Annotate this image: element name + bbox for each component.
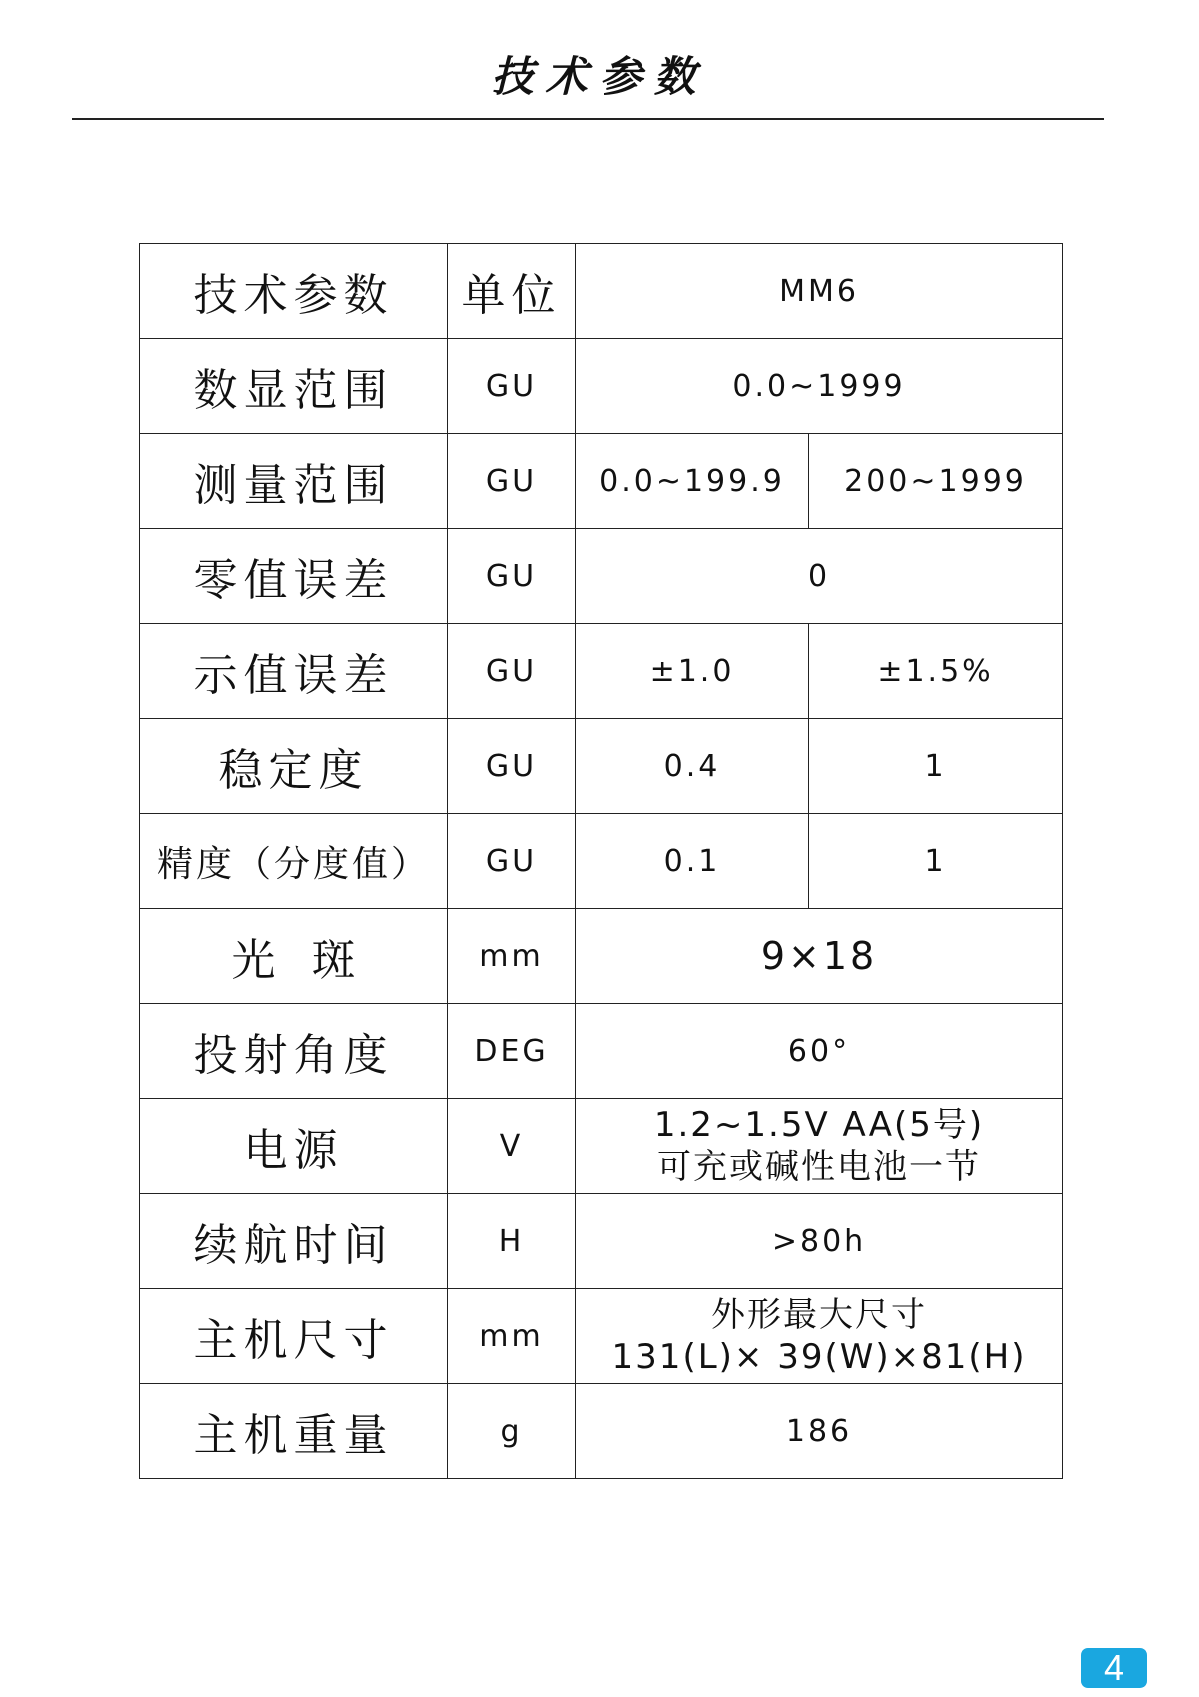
row-name: 主机尺寸: [140, 1289, 448, 1384]
table-row: [140, 1004, 1063, 1099]
row-name: 电源: [140, 1099, 448, 1194]
row-value-b: 1: [809, 814, 1063, 909]
row-value-line2: 可充或碱性电池一节: [657, 1147, 981, 1187]
title-divider: [72, 118, 1104, 120]
table-row: [140, 1194, 1063, 1289]
table-row: [140, 909, 1063, 1004]
row-unit: DEG: [448, 1004, 576, 1099]
row-name: 测量范围: [140, 434, 448, 529]
row-value-line1: 外形最大尺寸: [711, 1295, 927, 1335]
row-value-a: ±1.0: [576, 624, 809, 719]
table-row: [140, 434, 1063, 529]
spec-table: [139, 243, 1063, 1479]
row-value: [576, 1289, 1063, 1384]
row-name: 投射角度: [140, 1004, 448, 1099]
row-value: 0.0~1999: [576, 339, 1063, 434]
row-unit: g: [448, 1384, 576, 1479]
table-row: [140, 1289, 1063, 1384]
page-number-badge: 4: [1081, 1648, 1147, 1688]
table-row: [140, 814, 1063, 909]
row-value-a: 0.4: [576, 719, 809, 814]
row-name: 续航时间: [140, 1194, 448, 1289]
row-value-line1: 1.2~1.5V AA(5号): [653, 1105, 985, 1145]
row-value-b: ±1.5%: [809, 624, 1063, 719]
row-name: 零值误差: [140, 529, 448, 624]
table-row: [140, 719, 1063, 814]
row-unit: mm: [448, 909, 576, 1004]
row-value: [576, 1099, 1063, 1194]
table-row: [140, 624, 1063, 719]
row-name: 示值误差: [140, 624, 448, 719]
row-value: 0: [576, 529, 1063, 624]
table-header-row: [140, 244, 1063, 339]
row-value-a: 0.0~199.9: [576, 434, 809, 529]
row-value-b: 1: [809, 719, 1063, 814]
table-row: [140, 339, 1063, 434]
header-unit: 单位: [448, 244, 576, 339]
row-value: 60°: [576, 1004, 1063, 1099]
row-value: 9×18: [576, 909, 1063, 1004]
row-unit: mm: [448, 1289, 576, 1384]
row-unit: GU: [448, 624, 576, 719]
row-unit: H: [448, 1194, 576, 1289]
row-value: >80h: [576, 1194, 1063, 1289]
table-row: [140, 1099, 1063, 1194]
row-unit: GU: [448, 719, 576, 814]
row-unit: V: [448, 1099, 576, 1194]
row-name: 稳定度: [140, 719, 448, 814]
header-model: MM6: [576, 244, 1063, 339]
row-value-b: 200~1999: [809, 434, 1063, 529]
row-value-line2: 131(L)× 39(W)×81(H): [611, 1337, 1027, 1377]
row-unit: GU: [448, 339, 576, 434]
header-param: 技术参数: [140, 244, 448, 339]
table-row: [140, 1384, 1063, 1479]
row-name: 光斑: [140, 909, 448, 1004]
row-name: 主机重量: [140, 1384, 448, 1479]
page-title: 技术参数: [491, 52, 708, 101]
row-value: 186: [576, 1384, 1063, 1479]
row-value-a: 0.1: [576, 814, 809, 909]
row-name: 精度（分度值）: [140, 814, 448, 909]
row-name: 数显范围: [140, 339, 448, 434]
row-unit: GU: [448, 529, 576, 624]
row-unit: GU: [448, 434, 576, 529]
table-row: [140, 529, 1063, 624]
row-unit: GU: [448, 814, 576, 909]
